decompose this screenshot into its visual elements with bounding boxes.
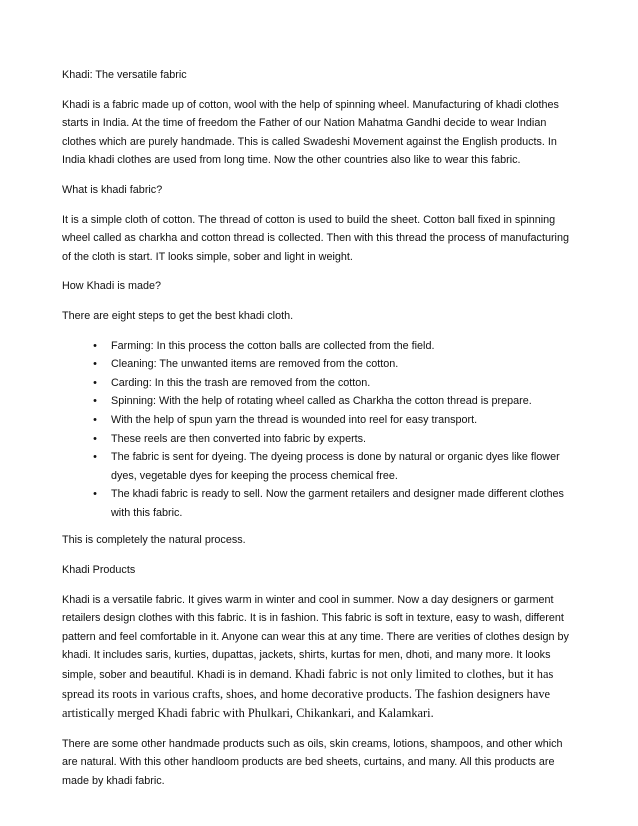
step-text: Farming: In this process the cotton balls are collected from the field. — [111, 339, 435, 352]
natural-process-text: This is completely the natural process. — [62, 534, 246, 547]
bullet-icon: • — [93, 432, 97, 445]
bullet-icon: • — [93, 451, 97, 464]
step-text: Carding: In this the trash are removed from the cotton. — [111, 376, 371, 389]
section-heading-products: Khadi Products — [62, 564, 136, 577]
bullet-icon: • — [93, 376, 97, 389]
list-item — [62, 374, 580, 393]
products-text-serif: Khadi fabric is not only limited to clothes, but it has spread its roots in various crafts, shoes, and home decorative products. The fashion designers have artistically merged Khadi fabric with Phulkari, Chikankari, and Kalamkari. — [62, 667, 554, 721]
step-text: Cleaning: The unwanted items are removed from the cotton. — [111, 358, 399, 371]
document-page — [62, 66, 580, 802]
list-item — [62, 430, 580, 449]
products-paragraph — [62, 591, 580, 724]
bullet-icon: • — [93, 413, 97, 426]
products-text: Khadi is a versatile fabric. It gives warm in winter and cool in summer. Now a day designers or garment retailers design clothes with this fabric. It is in fashion. This fabric is soft in texture, easy to wash, different pattern and feel comfortable in it. Anyone can wear this at any time. There are verities of clothes design by khadi. It includes saris, kurties, dupattas, jackets, shirts, kurtas for men, dhoti, and many more. It looks simple, sober and beautiful. Khadi is in demand. — [62, 593, 569, 682]
section-heading-what-is-khadi: What is khadi fabric? — [62, 183, 163, 196]
intro-paragraph: Khadi is a fabric made up of cotton, wool with the help of spinning wheel. Manufacturing of khadi clothes starts in India. At the time of freedom the Father of our Nation Mahatma Gandhi decide to wear Indian clothes which are purely handmade. This is called Swadeshi Movement against the English products. In India khadi clothes are used from long time. Now the other countries also like to wear this fabric. — [62, 98, 559, 167]
list-item — [62, 485, 580, 522]
list-item — [62, 392, 580, 411]
step-text: The khadi fabric is ready to sell. Now the garment retailers and designer made different clothes with this fabric. — [111, 488, 564, 519]
section-heading-how-made: How Khadi is made? — [62, 280, 162, 293]
list-item — [62, 448, 580, 485]
step-text: With the help of spun yarn the thread is wounded into reel for easy transport. — [111, 413, 478, 426]
step-text: The fabric is sent for dyeing. The dyeing process is done by natural or organic dyes like flower dyes, vegetable dyes for keeping the process chemical free. — [111, 451, 560, 482]
bullet-icon: • — [93, 358, 97, 371]
steps-intro: There are eight steps to get the best khadi cloth. — [62, 309, 294, 322]
document-title: Khadi: The versatile fabric — [62, 69, 187, 81]
bullet-icon: • — [93, 488, 97, 501]
steps-list — [62, 337, 580, 523]
bullet-icon: • — [93, 395, 97, 408]
list-item — [62, 337, 580, 356]
step-text: These reels are then converted into fabric by experts. — [111, 432, 367, 445]
list-item — [62, 355, 580, 374]
other-products-paragraph: There are some other handmade products such as oils, skin creams, lotions, shampoos, and other which are natural. With this other handloom products are bed sheets, curtains, and many. All this products are made by khadi fabric. — [62, 737, 563, 787]
step-text: Spinning: With the help of rotating wheel called as Charkha the cotton thread is prepare. — [111, 395, 532, 408]
what-is-khadi-paragraph: It is a simple cloth of cotton. The thread of cotton is used to build the sheet. Cotton ball fixed in spinning wheel called as charkha and cotton thread is collected. Then with this thread the process of manufacturing of the cloth is start. IT looks simple, sober and light in weight. — [62, 213, 569, 263]
list-item — [62, 411, 580, 430]
bullet-icon: • — [93, 339, 97, 352]
